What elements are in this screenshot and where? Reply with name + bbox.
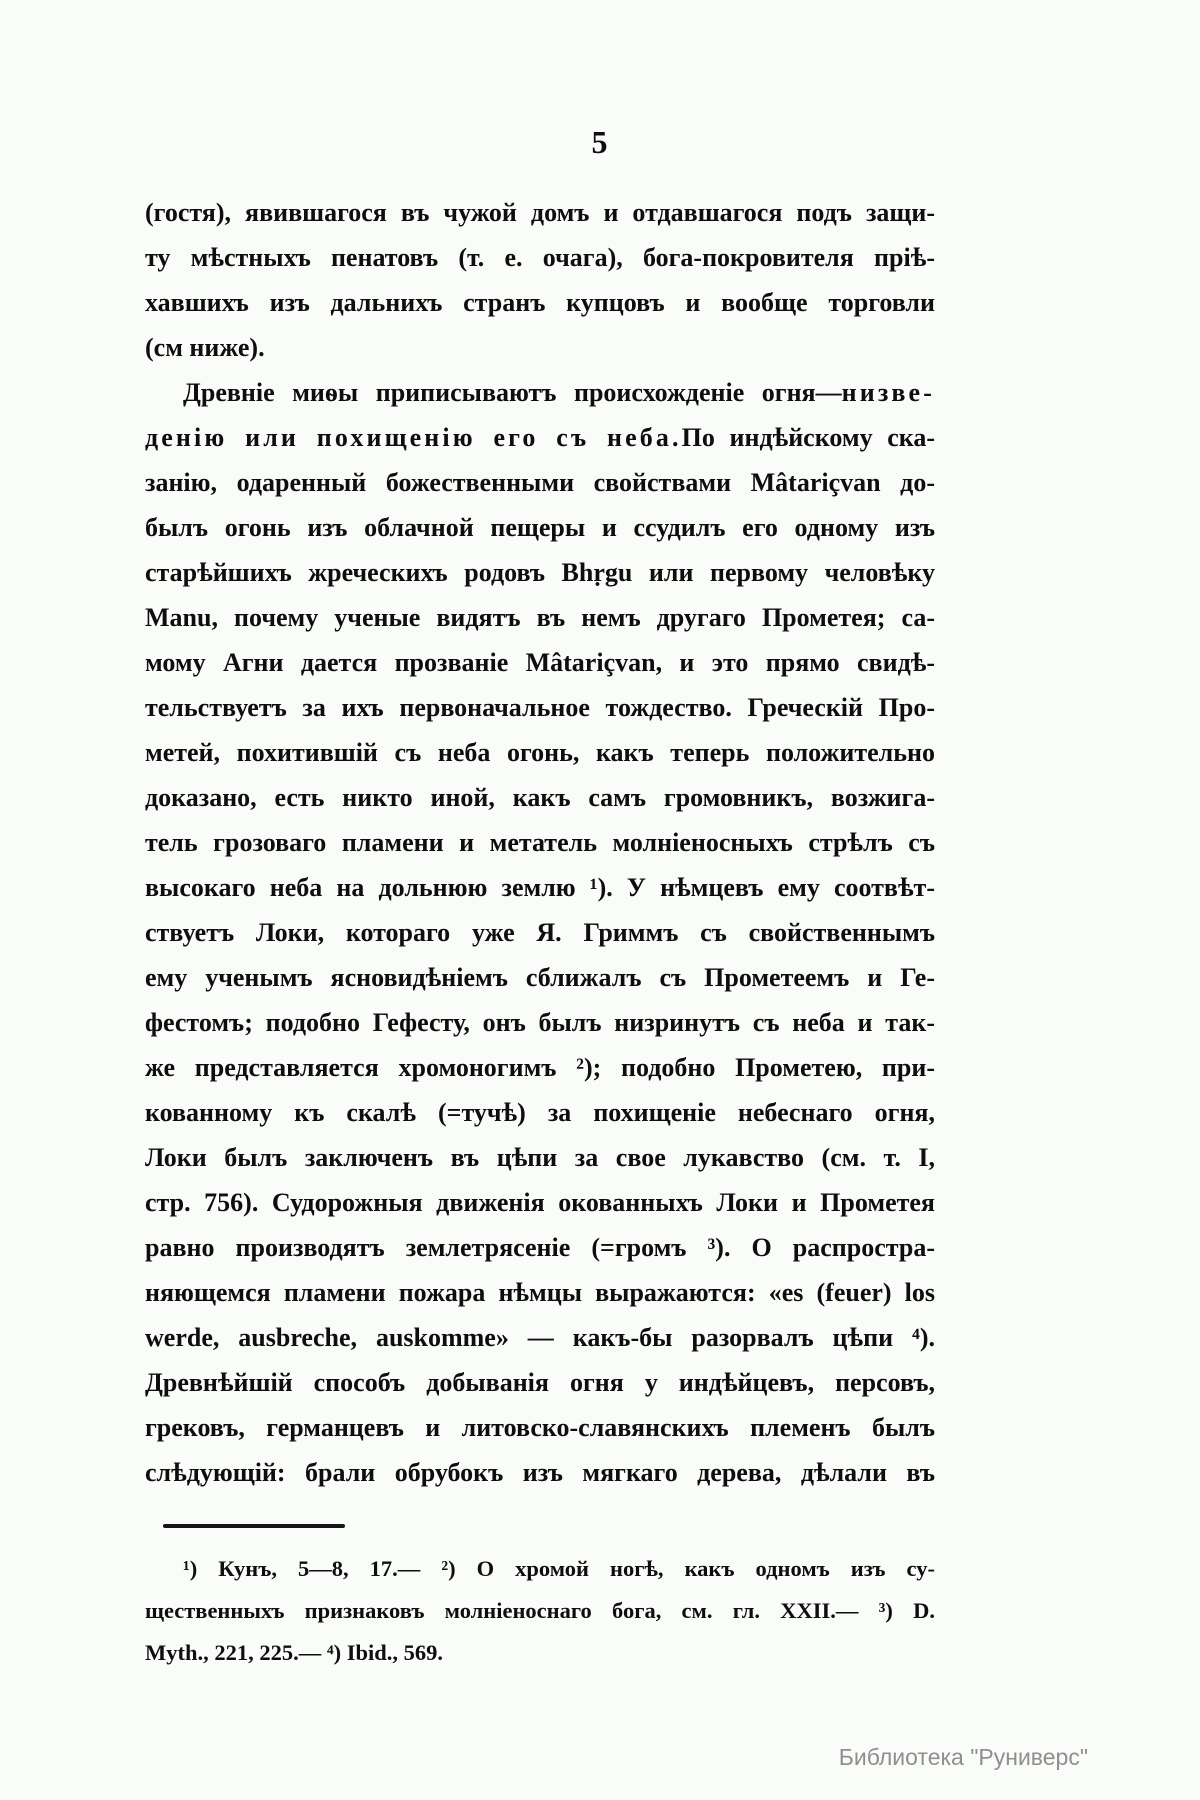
text-line: (см ниже). (145, 333, 265, 362)
text-line: ему ученымъ ясновидѣніемъ сближалъ съ Прометеемъ и Ге- (145, 963, 935, 992)
text-line: занію, одаренный божественными свойствами Mâtariçvan до- (145, 468, 935, 497)
text-line: старѣйшихъ жреческихъ родовъ Bhṛgu или первому человѣку (145, 558, 935, 587)
paragraph-2 (145, 370, 935, 1495)
text-line: былъ огонь изъ облачной пещеры и ссудилъ его одному изъ (145, 513, 935, 542)
text-line: Manu, почему ученые видятъ въ немъ другаго Прометея; са- (145, 603, 935, 632)
text-segment: По индѣйскому ска- (681, 423, 935, 452)
text-line: высокаго неба на дольнюю землю ¹). У нѣмцевъ ему соотвѣт- (145, 873, 935, 902)
emphasized-text-segment: низве- (841, 378, 935, 407)
text-line: (гостя), явившагося въ чужой домъ и отдавшагося подъ защи- (145, 198, 935, 227)
text-line: Локи былъ заключенъ въ цѣпи за свое лукавство (см. т. I, (145, 1143, 935, 1172)
footnote-separator (163, 1524, 345, 1528)
footnote-line: щественныхъ признаковъ молніеноснаго бога, см. гл. XXII.— ³) D. (145, 1598, 935, 1623)
text-line: метей, похитившій съ неба огонь, какъ теперь положительно (145, 738, 935, 767)
text-line: тель грозоваго пламени и метатель молніеносныхъ стрѣлъ съ (145, 828, 935, 857)
paragraph-1 (145, 190, 935, 370)
text-line: доказано, есть никто иной, какъ самъ громовникъ, возжига- (145, 783, 935, 812)
text-line: слѣдующій: брали обрубокъ изъ мягкаго дерева, дѣлали въ (145, 1458, 935, 1487)
body-text (145, 190, 935, 1495)
footnote-line: Myth., 221, 225.— ⁴) Ibid., 569. (145, 1640, 444, 1665)
text-line: же представляется хромоногимъ ²); подобно Прометею, при- (145, 1053, 935, 1082)
text-line: грековъ, германцевъ и литовско-славянскихъ племенъ былъ (145, 1413, 935, 1442)
text-line: мому Агни дается прозваніе Mâtariçvan, и это прямо свидѣ- (145, 648, 935, 677)
text-line: стр. 756). Судорожныя движенія окованныхъ Локи и Прометея (145, 1188, 935, 1217)
text-line (145, 415, 935, 460)
text-line: Древнѣйшій способъ добыванія огня у индѣйцевъ, персовъ, (145, 1368, 935, 1397)
text-line: ствуетъ Локи, котораго уже Я. Гриммъ съ свойственнымъ (145, 918, 935, 947)
text-line: тельствуетъ за ихъ первоначальное тождество. Греческій Про- (145, 693, 935, 722)
text-segment: Древніе миѳы приписываютъ происхожденіе огня— (183, 378, 842, 407)
text-line (145, 370, 935, 415)
text-line: werde, ausbreche, auskomme» — какъ-бы разорвалъ цѣпи ⁴). (145, 1323, 935, 1352)
library-watermark: Библиотека "Руниверс" (838, 1744, 1088, 1770)
text-line: фестомъ; подобно Гефесту, онъ былъ низринутъ съ неба и так- (145, 1008, 935, 1037)
footnote-line: ¹) Кунъ, 5—8, 17.— ²) О хромой ногѣ, какъ одномъ изъ су- (183, 1556, 935, 1581)
text-line: равно производятъ землетрясеніе (=громъ ³). О распростра- (145, 1233, 935, 1262)
footnotes (145, 1548, 935, 1674)
text-line: кованному къ скалѣ (=тучѣ) за похищеніе небеснаго огня, (145, 1098, 935, 1127)
text-line: няющемся пламени пожара нѣмцы выражаются: «es (feuer) los (145, 1278, 935, 1307)
emphasized-text-segment: денію или похищенію его съ неба. (145, 423, 682, 452)
page-number: 5 (591, 124, 609, 160)
text-line: хавшихъ изъ дальнихъ странъ купцовъ и вообще торговли (145, 288, 935, 317)
text-line: ту мѣстныхъ пенатовъ (т. е. очага), бога-покровителя пріѣ- (145, 243, 935, 272)
